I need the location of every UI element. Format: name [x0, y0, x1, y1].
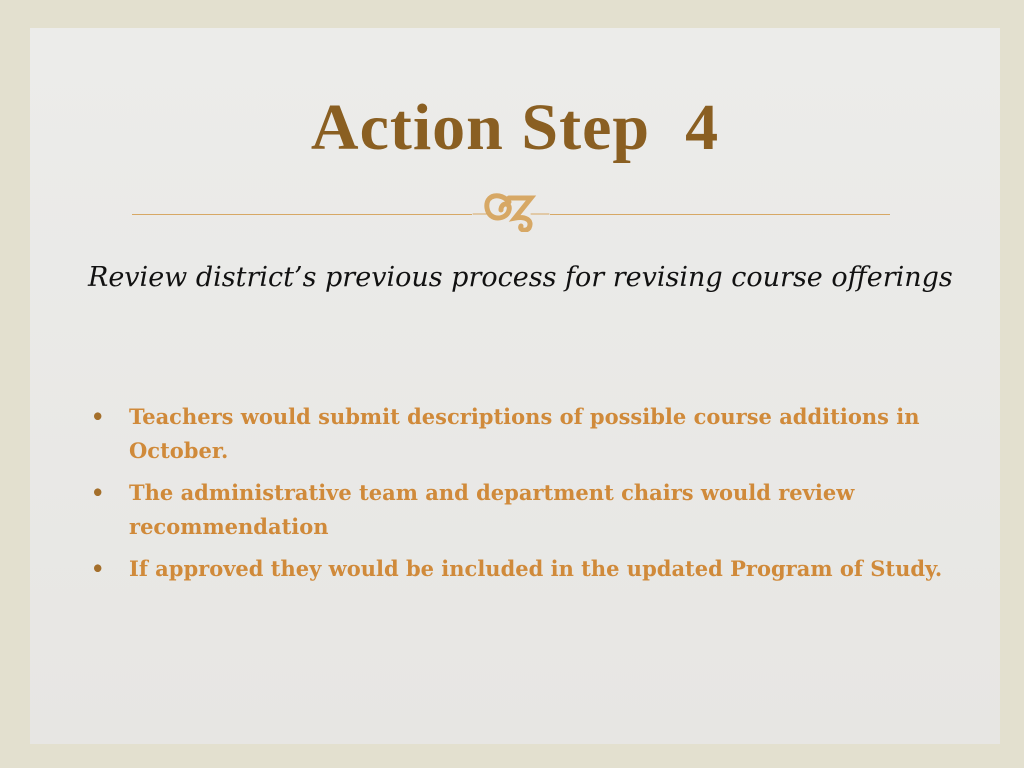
divider-line-right: [550, 214, 890, 215]
bullet-text: The administrative team and department chairs would review recommendation: [129, 480, 855, 539]
flourish-ornament-icon: [471, 188, 551, 232]
bullet-list: [88, 400, 948, 594]
divider-line-left: [132, 214, 472, 215]
bullet-dot: •: [91, 480, 105, 505]
slide: [30, 28, 1000, 744]
intro-text: Review district’s previous process for revising course offerings: [88, 262, 953, 293]
list-item: [88, 476, 948, 544]
list-item: [88, 400, 948, 468]
bullet-dot: •: [91, 556, 105, 581]
bullet-dot: •: [91, 404, 105, 429]
bullet-text: Teachers would submit descriptions of possible course additions in October.: [129, 404, 920, 463]
bullet-text: If approved they would be included in the updated Program of Study.: [129, 556, 943, 581]
slide-title: Action Step 4: [310, 91, 720, 164]
list-item: [88, 552, 948, 586]
title-divider: [132, 188, 890, 232]
